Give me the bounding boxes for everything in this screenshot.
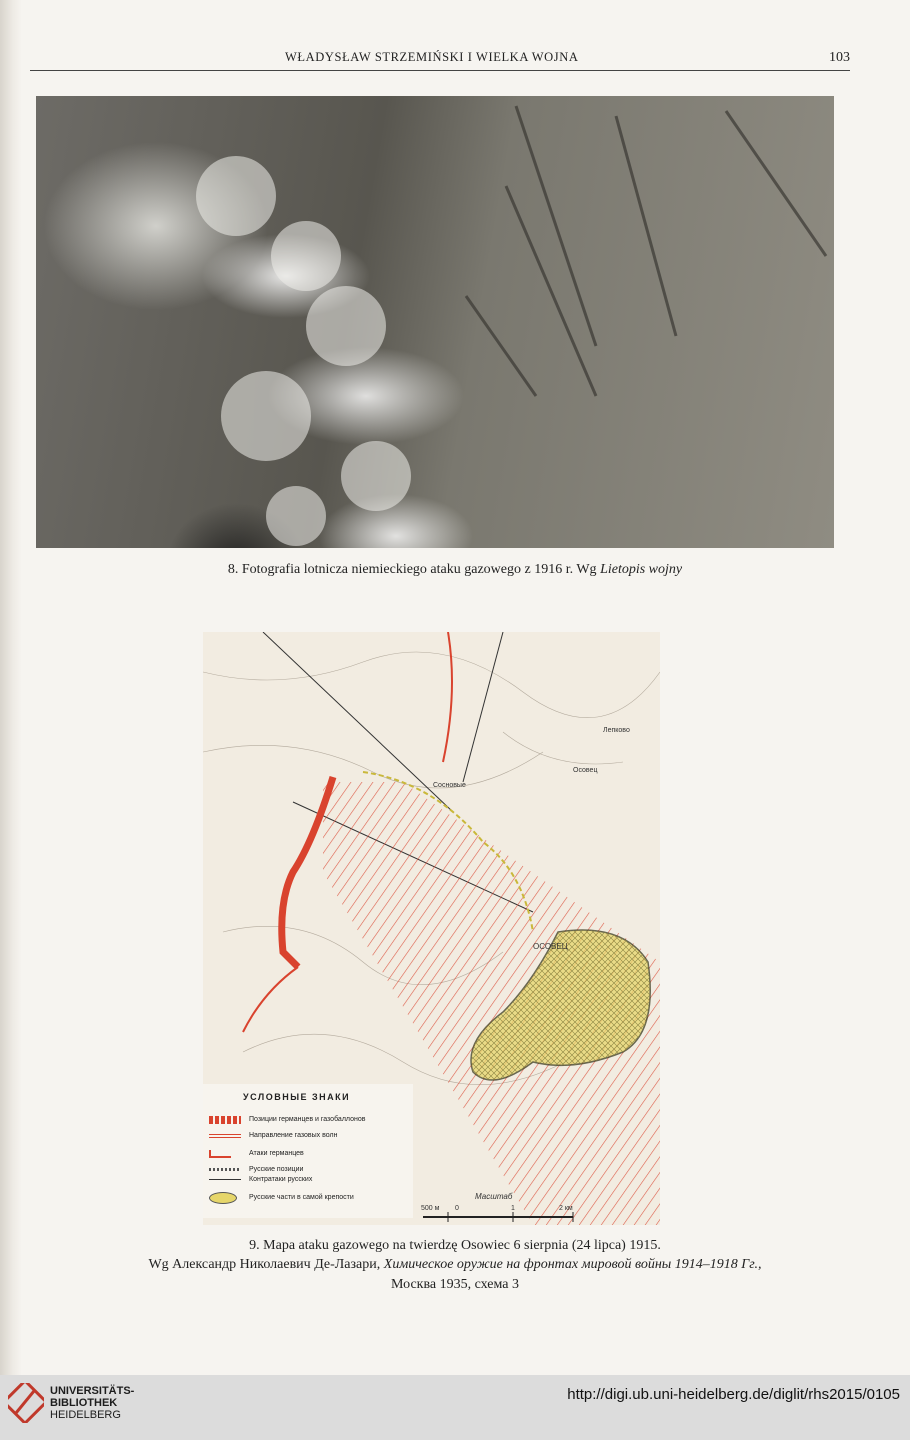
legend-item-4: Русские позиции	[249, 1166, 304, 1173]
figure9-caption-title: Химическое оружие на фронтах мировой войны 1914–1918 Гг.,	[383, 1257, 762, 1272]
map-scale-1: 1	[511, 1205, 515, 1212]
figure9-caption-line2	[0, 1257, 910, 1273]
legend-symbol-german-attacks	[209, 1150, 231, 1158]
figure8-caption	[0, 562, 910, 578]
legend-item-6: Русские части в самой крепости	[249, 1194, 354, 1201]
legend-symbol-german-positions	[209, 1116, 241, 1124]
university-library-logo-icon	[8, 1383, 44, 1423]
map-legend	[203, 1084, 413, 1218]
figure9-caption-line1: 9. Mapa ataku gazowego na twierdzę Osowiec 6 sierpnia (24 lipca) 1915.	[249, 1238, 661, 1253]
logo-line-2: BIBLIOTHEK	[50, 1397, 118, 1409]
map-label-lipkovo: Лепково	[603, 727, 630, 734]
map-label-osovets: ОСОВЕЦ	[533, 942, 568, 951]
logo-line-1: UNIVERSITÄTS-	[50, 1385, 135, 1397]
legend-item-1: Позиции германцев и газобаллонов	[249, 1116, 366, 1123]
legend-item-5: Контратаки русских	[249, 1176, 313, 1183]
gas-attack-map	[203, 632, 660, 1225]
legend-symbol-gas-direction	[209, 1134, 241, 1138]
map-scale-500: 500 м	[421, 1205, 440, 1212]
legend-title: УСЛОВНЫЕ ЗНАКИ	[243, 1092, 351, 1102]
figure8-caption-main: 8. Fotografia lotnicza niemieckiego ataku gazowego z 1916 r. Wg	[227, 562, 597, 577]
map-scale-2: 2 км	[559, 1205, 573, 1212]
legend-item-3: Атаки германцев	[249, 1150, 304, 1157]
page-edge	[0, 0, 22, 1375]
legend-item-2: Направление газовых волн	[249, 1132, 338, 1139]
aerial-photograph	[36, 96, 834, 548]
page-number: 103	[829, 50, 850, 65]
map-label-sosnovaya: Сосновые	[433, 782, 466, 789]
legend-symbol-fortress-units	[209, 1192, 237, 1204]
running-title: WŁADYSŁAW STRZEMIŃSKI I WIELKA WOJNA	[285, 50, 579, 64]
photo-troop-lines	[36, 96, 834, 548]
legend-symbol-russian-positions	[209, 1168, 241, 1171]
map-scale-title: Масштаб	[475, 1192, 513, 1201]
running-head	[30, 48, 850, 71]
legend-symbol-russian-counterattacks	[209, 1179, 241, 1180]
figure8-caption-source: Lietopis wojny	[600, 562, 683, 577]
digital-library-link[interactable]: http://digi.ub.uni-heidelberg.de/diglit/rhs2015/0105	[567, 1386, 900, 1403]
footer-bar	[0, 1375, 910, 1440]
map-scale-0: 0	[455, 1205, 459, 1212]
logo-line-3: HEIDELBERG	[50, 1409, 121, 1421]
figure9-caption-line3: Москва 1935, схема 3	[391, 1277, 519, 1292]
map-label-osovets-small: Осовец	[573, 767, 598, 774]
figure9-caption-prefix: Wg Александр Николаевич Де-Лазари,	[148, 1257, 381, 1272]
library-logo-text	[50, 1385, 134, 1421]
